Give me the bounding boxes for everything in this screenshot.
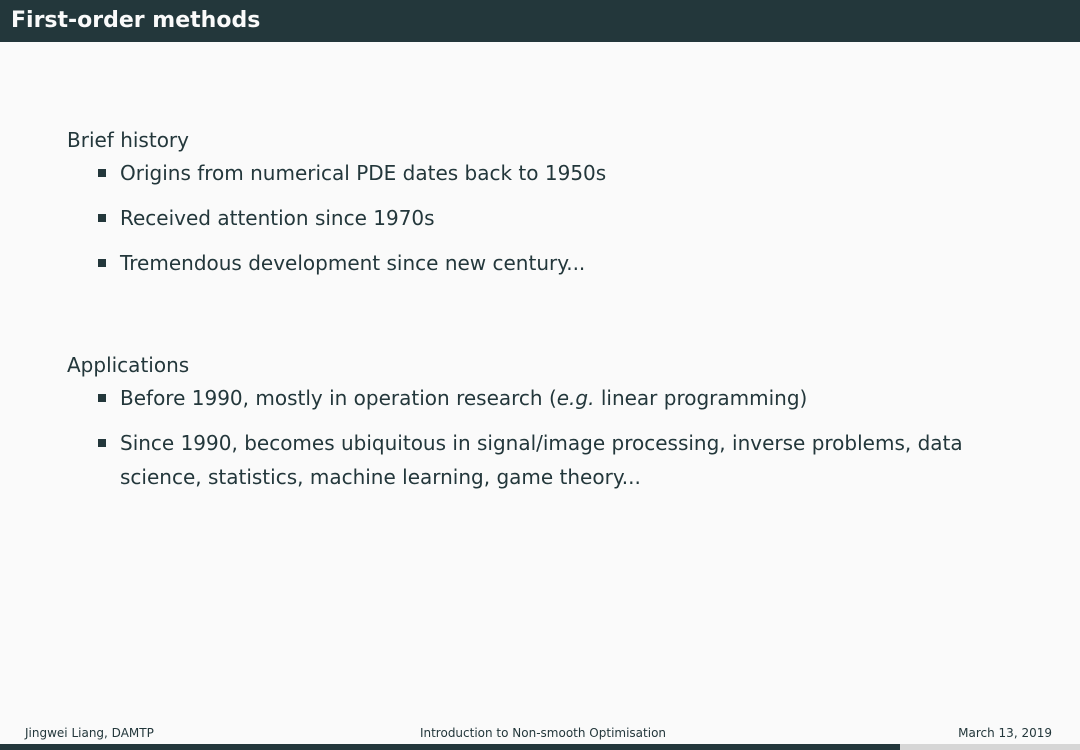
square-bullet-icon — [98, 214, 106, 222]
frame-title-bar — [0, 0, 1080, 42]
section-applications — [67, 352, 1027, 494]
footer-talk-title: Introduction to Non-smooth Optimisation — [419, 726, 667, 740]
slide-title: First-order methods — [11, 8, 261, 33]
bullet-list — [67, 381, 1027, 494]
footer-date: March 13, 2019 — [958, 726, 1052, 740]
bullet-list — [67, 156, 1027, 280]
slide-footer — [0, 722, 1080, 744]
list-item-text: Before 1990, mostly in operation research (e.g. linear programming) — [120, 386, 808, 410]
section-heading: Brief history — [67, 128, 189, 152]
square-bullet-icon — [98, 169, 106, 177]
progress-bar-fill — [0, 744, 900, 750]
list-item — [67, 201, 1027, 235]
section-brief-history — [67, 127, 1027, 280]
list-item — [67, 426, 1027, 494]
list-item-text: Tremendous development since new century... — [120, 251, 586, 275]
list-item — [67, 246, 1027, 280]
list-item — [67, 381, 1027, 415]
list-item — [67, 156, 1027, 190]
list-item-text: Since 1990, becomes ubiquitous in signal/image processing, inverse problems, data science, statistics, machine learning, game theory... — [120, 431, 963, 489]
square-bullet-icon — [98, 439, 106, 447]
list-item-text: Received attention since 1970s — [120, 206, 435, 230]
square-bullet-icon — [98, 394, 106, 402]
footer-author: Jingwei Liang, DAMTP — [25, 726, 154, 740]
progress-bar — [0, 744, 1080, 750]
list-item-text: Origins from numerical PDE dates back to 1950s — [120, 161, 607, 185]
section-heading: Applications — [67, 353, 190, 377]
square-bullet-icon — [98, 259, 106, 267]
